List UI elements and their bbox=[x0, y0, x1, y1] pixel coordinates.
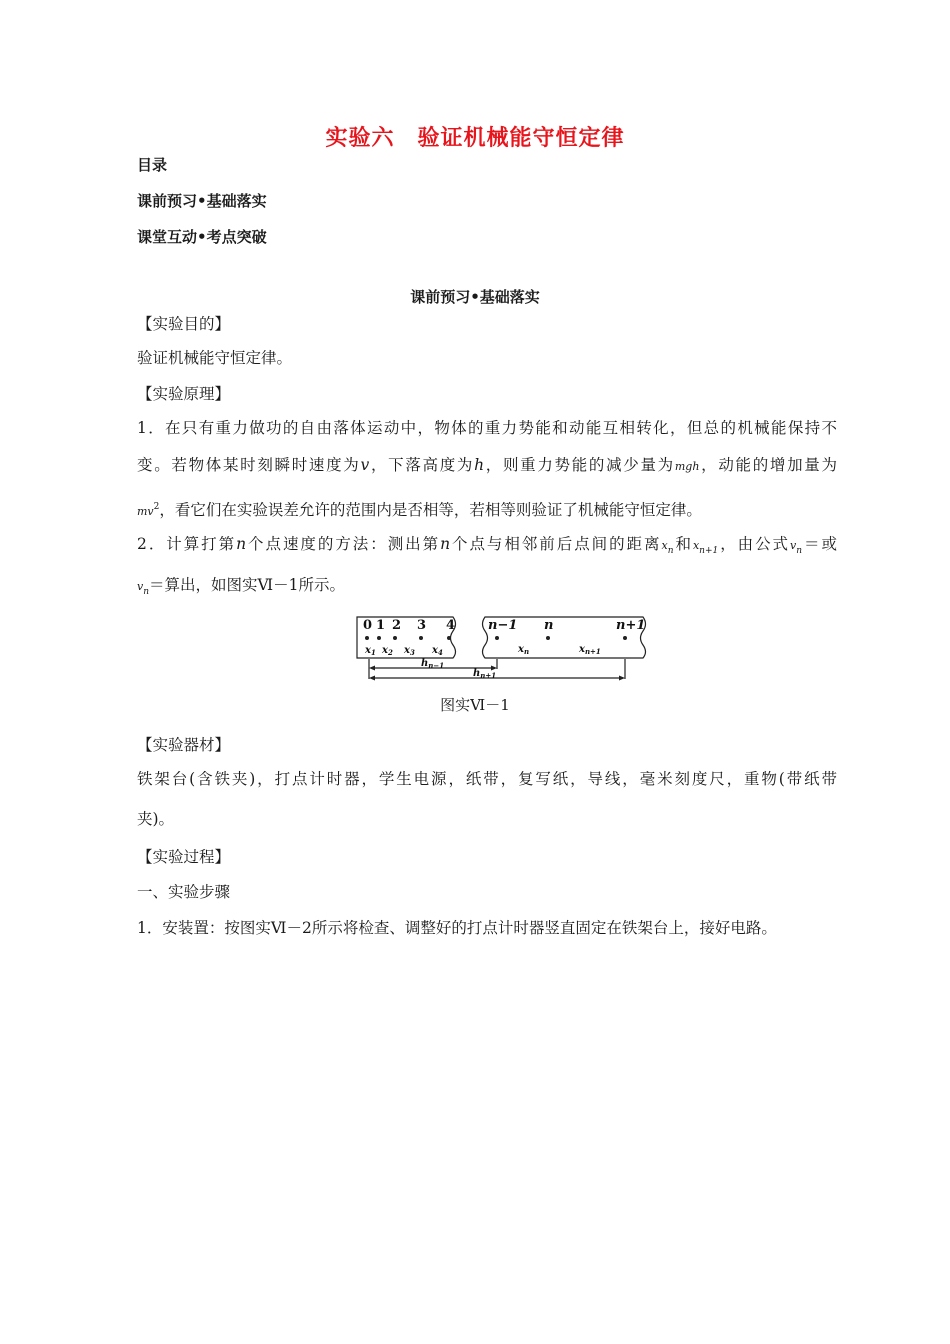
section-heading: 课前预习•基础落实 bbox=[410, 288, 540, 306]
process-subheading: 一、实验步骤 bbox=[137, 883, 231, 901]
tape-dot bbox=[419, 636, 423, 640]
tape-label-3: 3 bbox=[417, 618, 427, 633]
purpose-label: 【实验目的】 bbox=[137, 315, 231, 333]
tape-label-0: 0 bbox=[363, 618, 373, 633]
tape-dot bbox=[377, 636, 381, 640]
arrowhead bbox=[369, 676, 375, 681]
arrowhead bbox=[491, 666, 497, 671]
toc-item-classroom[interactable]: 课堂互动•考点突破 bbox=[137, 228, 267, 246]
toc-item-preview[interactable]: 课前预习•基础落实 bbox=[137, 192, 267, 210]
principle-label: 【实验原理】 bbox=[137, 385, 231, 403]
x-label-n: $x_n$ bbox=[518, 644, 530, 656]
x-label-4: $x_4$ bbox=[432, 645, 443, 657]
process-label: 【实验过程】 bbox=[137, 848, 231, 866]
tape-figure bbox=[355, 612, 655, 684]
tape-dot bbox=[495, 636, 499, 640]
x-label-n+1: $x_{n+1}$ bbox=[579, 644, 601, 656]
tape-dot bbox=[623, 636, 627, 640]
figure-caption: 图实Ⅵ－1 bbox=[440, 696, 510, 714]
tape-dot bbox=[365, 636, 369, 640]
purpose-text: 验证机械能守恒定律。 bbox=[137, 349, 293, 367]
tape-label-4: 4 bbox=[446, 618, 456, 633]
tape-label-n: n bbox=[544, 618, 554, 633]
tape-label-n+1: n+1 bbox=[616, 618, 646, 633]
arrowhead bbox=[369, 666, 375, 671]
tape-dot bbox=[546, 636, 550, 640]
document-title: 实验六 验证机械能守恒定律 bbox=[325, 126, 625, 151]
equipment-line2: 夹)。 bbox=[137, 810, 175, 828]
principle-p1-line1: 1．在只有重力做功的自由落体运动中，物体的重力势能和动能互相转化，但总的机械能保持不 bbox=[137, 419, 837, 437]
principle-p2-line2: $v_n=$算出，如图实Ⅵ－1所示。 bbox=[137, 576, 345, 598]
x-label-1: $x_1$ bbox=[365, 645, 376, 657]
tape-dot bbox=[393, 636, 397, 640]
h-label-n+1: $h_{n+1}$ bbox=[473, 668, 497, 680]
arrowhead bbox=[619, 676, 625, 681]
tape-label-n-1: n−1 bbox=[488, 618, 518, 633]
x-label-3: $x_3$ bbox=[404, 645, 415, 657]
principle-p1-line3: $mv^2$，看它们在实验误差允许的范围内是否相等，若相等则验证了机械能守恒定律。 bbox=[137, 501, 702, 520]
process-step1: 1．安装置：按图实Ⅵ－2所示将检查、调整好的打点计时器竖直固定在铁架台上，接好电路。 bbox=[137, 919, 777, 937]
toc-heading: 目录 bbox=[137, 156, 168, 174]
equipment-line1: 铁架台(含铁夹)，打点计时器，学生电源，纸带，复写纸，导线，毫米刻度尺，重物(带纸带 bbox=[137, 770, 837, 788]
tape-dot bbox=[447, 636, 451, 640]
x-label-2: $x_2$ bbox=[382, 645, 393, 657]
h-label-n-1: $h_{n-1}$ bbox=[421, 658, 445, 670]
principle-p2-line1: 2．计算打第n个点速度的方法：测出第n个点与相邻前后点间的距离$x_n$和$x_{n+1}$，由公式$v_n=$或 bbox=[137, 535, 837, 557]
principle-p1-line2: 变。若物体某时刻瞬时速度为v，下落高度为h，则重力势能的减少量为mgh，动能的增加量为 bbox=[137, 456, 837, 474]
tape-label-2: 2 bbox=[392, 618, 402, 633]
tape-label-1: 1 bbox=[376, 618, 386, 633]
equipment-label: 【实验器材】 bbox=[137, 736, 231, 754]
